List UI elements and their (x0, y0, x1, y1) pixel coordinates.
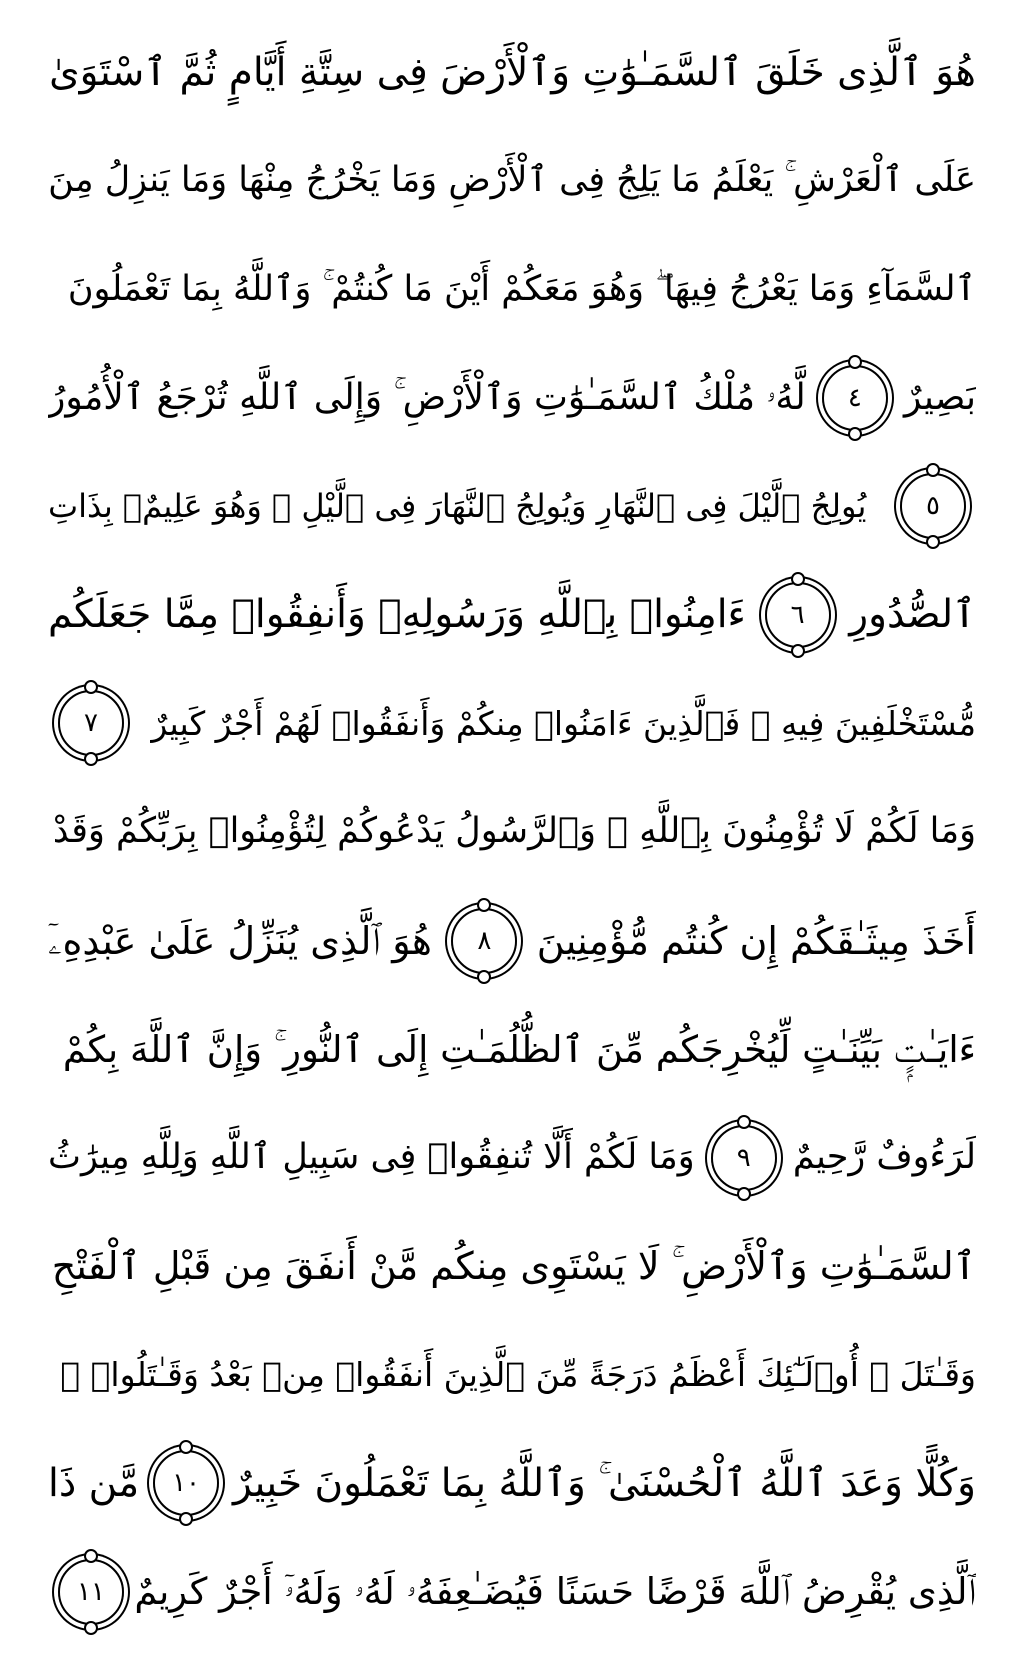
verse-text: وَمَا لَكُمْ لَا تُؤْمِنُونَ بِٱللَّهِ ۙ وَٱلرَّسُولُ يَدْعُوكُمْ لِتُؤْمِنُوا۟ بِرَبِّكُمْ وَقَدْ (52, 811, 976, 852)
verse-text: وَكُلًّا وَعَدَ ٱللَّهُ ٱلْحُسْنَىٰ ۚ وَٱللَّهُ بِمَا تَعْمَلُونَ خَبِيرٌ (232, 1460, 976, 1506)
verse-text: ٱلصُّدُورِ (849, 592, 976, 638)
verse-text: ءَايَـٰتٍۭ بَيِّنَـٰتٍ لِّيُخْرِجَكُم مِّنَ ٱلظُّلُمَـٰتِ إِلَى ٱلنُّورِ ۚ وَإِنَّ ٱللَّهَ بِكُمْ (62, 1027, 976, 1071)
text-line (48, 897, 976, 985)
text-line (48, 1222, 976, 1310)
ayah-number-marker: ١٠ (153, 1450, 219, 1516)
verse-text: وَقَـٰتَلَ ۚ أُو۟لَـٰٓئِكَ أَعْظَمُ دَرَجَةً مِّنَ ٱلَّذِينَ أَنفَقُوا۟ مِنۢ بَعْدُ وَقَـٰتَلُوا۟ ۚ (60, 1355, 976, 1395)
ayah-number-marker: ٦ (765, 582, 831, 648)
ayah-number-marker: ١١ (58, 1559, 124, 1625)
text-line (48, 1548, 976, 1636)
verse-text: مَّن ذَا (48, 1460, 140, 1506)
ayah-number-marker: ٩ (711, 1125, 777, 1191)
verse-text: ءَامِنُوا۟ بِٱللَّهِ وَرَسُولِهِۦ وَأَنفِقُوا۟ مِمَّا جَعَلَكُم (48, 592, 746, 638)
text-line (48, 245, 976, 333)
verse-text: عَلَى ٱلْعَرْشِ ۚ يَعْلَمُ مَا يَلِجُ فِى ٱلْأَرْضِ وَمَا يَخْرُجُ مِنْهَا وَمَا يَنزِلُ مِنَ (48, 160, 976, 201)
text-line (48, 571, 976, 659)
text-line (48, 1439, 976, 1527)
text-line (48, 788, 976, 876)
ayah-number-marker: ٥ (900, 473, 966, 539)
verse-text: أَخَذَ مِيثَـٰقَكُمْ إِن كُنتُم مُّؤْمِنِينَ (536, 918, 976, 963)
text-line (48, 137, 976, 225)
verse-text: لَرَءُوفٌ رَّحِيمٌ (792, 1137, 976, 1178)
verse-text: ٱلسَّمَآءِ وَمَا يَعْرُجُ فِيهَا ۖ وَهُوَ مَعَكُمْ أَيْنَ مَا كُنتُمْ ۚ وَٱللَّهُ بِمَا تَعْمَلُونَ (67, 268, 976, 309)
verse-text: وَمَا لَكُمْ أَلَّا تُنفِقُوا۟ فِى سَبِيلِ ٱللَّهِ وَلِلَّهِ مِيرَٰثُ (48, 1137, 695, 1178)
text-line (48, 28, 976, 116)
text-line (48, 462, 976, 550)
verse-text: ٱلسَّمَـٰوَٰتِ وَٱلْأَرْضِ ۚ لَا يَسْتَوِى مِنكُم مَّنْ أَنفَقَ مِن قَبْلِ ٱلْفَتْحِ (51, 1244, 976, 1289)
verse-text: يُولِجُ ٱلَّيْلَ فِى ٱلنَّهَارِ وَيُولِجُ ٱلنَّهَارَ فِى ٱلَّيْلِ ۚ وَهُوَ عَلِيمٌۢ بِذَاتِ (48, 487, 867, 526)
verse-text: مُّسْتَخْلَفِينَ فِيهِ ۖ فَٱلَّذِينَ ءَامَنُوا۟ مِنكُمْ وَأَنفَقُوا۟ لَهُمْ أَجْرٌ كَبِيرٌ (151, 703, 976, 743)
text-line (48, 1005, 976, 1093)
ayah-number-marker: ٨ (451, 908, 517, 974)
verse-text: بَصِيرٌ (904, 376, 976, 418)
ayah-number-marker: ٤ (822, 365, 888, 431)
text-line (48, 1331, 976, 1419)
text-line (48, 1114, 976, 1202)
text-line (48, 354, 976, 442)
verse-text: هُوَ ٱلَّذِى يُنَزِّلُ عَلَىٰ عَبْدِهِۦٓ (48, 918, 432, 963)
verse-text: لَّهُۥ مُلْكُ ٱلسَّمَـٰوَٰتِ وَٱلْأَرْضِ ۚ وَإِلَى ٱللَّهِ تُرْجَعُ ٱلْأُمُورُ (48, 376, 806, 418)
verse-text: هُوَ ٱلَّذِى خَلَقَ ٱلسَّمَـٰوَٰتِ وَٱلْأَرْضَ فِى سِتَّةِ أَيَّامٍ ثُمَّ ٱسْتَوَىٰ (49, 49, 976, 95)
text-line (48, 679, 976, 767)
verse-text: ٱلَّذِى يُقْرِضُ ٱللَّهَ قَرْضًا حَسَنًا فَيُضَـٰعِفَهُۥ لَهُۥ وَلَهُۥٓ أَجْرٌ كَرِيمٌ (134, 1570, 976, 1614)
ayah-number-marker: ٧ (58, 690, 124, 756)
